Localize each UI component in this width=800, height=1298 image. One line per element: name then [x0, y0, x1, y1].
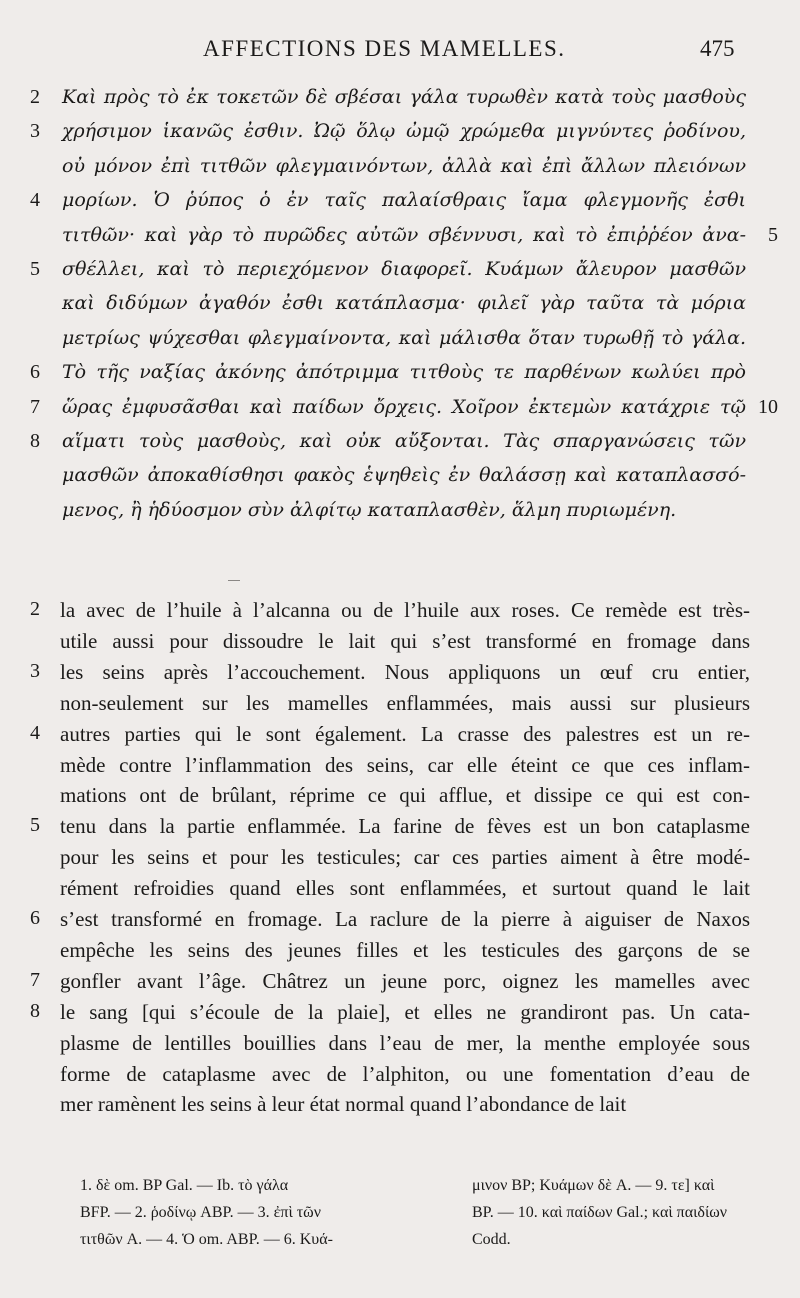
footnotes-right-column — [472, 1177, 800, 1258]
separator-dash — [228, 580, 240, 581]
greek-line — [0, 224, 800, 258]
line-number: 5 — [30, 814, 40, 837]
french-line-text: empêche les seins des jeunes filles et les testicules des garçons de se — [60, 937, 750, 962]
french-line — [0, 1062, 800, 1096]
footnote-line: Codd. — [472, 1231, 511, 1248]
french-line — [0, 969, 800, 1003]
page-number: 475 — [700, 36, 735, 61]
french-line-text: forme de cataplasme avec de l’alphiton, ou une fomentation d’eau de — [60, 1061, 750, 1086]
greek-line — [0, 396, 800, 430]
greek-line-text: καὶ διδύμων ἀγαθόν ἐσθι κατάπλασμα· φιλεῖ γὰρ ταῦτα τὰ μόρια — [62, 292, 746, 315]
french-line-text: mer ramènent les seins à leur état normal quand l’abondance de lait — [60, 1092, 627, 1117]
greek-line-text: Καὶ πρὸς τὸ ἐκ τοκετῶν δὲ σβέσαι γάλα τυρωθὲν κατὰ τοὺς μασθοὺς — [62, 86, 746, 108]
footnote-line: BFP. — 2. ῥοδίνῳ ABP. — 3. ἐπὶ τῶν — [80, 1204, 321, 1221]
greek-line — [0, 120, 800, 154]
french-line-text: plasme de lentilles bouillies dans l’eau de mer, la menthe employée sous — [60, 1030, 750, 1055]
french-line-text: pour les seins et pour les testicules; car ces parties aiment à être modé- — [60, 845, 750, 870]
french-line — [0, 938, 800, 972]
greek-line — [0, 292, 800, 326]
greek-line — [0, 361, 800, 395]
line-number: 7 — [30, 395, 40, 418]
line-number: 4 — [30, 721, 40, 744]
footnote-line: BP. — 10. καὶ παίδων Gal.; καὶ παιδίων — [472, 1204, 728, 1221]
greek-line — [0, 86, 800, 120]
greek-line-text: σθέλλει, καὶ τὸ περιεχόμενον διαφορεῖ. Κυάμων ἄλευρον μασθῶν — [62, 258, 746, 280]
running-title: AFFECTIONS DES MAMELLES. — [203, 36, 566, 61]
line-number: 6 — [30, 907, 40, 929]
greek-line-text: μενος, ἢ ἡδύοσμον σὺν ἀλφίτῳ καταπλασθὲν, ἅλμη πυριωμένη. — [62, 498, 677, 521]
line-number: 8 — [30, 430, 40, 452]
greek-line — [0, 499, 800, 533]
footnote-line: τιτθῶν A. — 4. Ὁ om. ABP. — 6. Κυά- — [80, 1231, 333, 1248]
french-line-text: mède contre l’inflammation des seins, car elle éteint ce que ces inflam- — [60, 752, 750, 777]
greek-line — [0, 327, 800, 361]
french-line — [0, 598, 800, 632]
french-line-text: mations ont de brûlant, réprime ce qui afflue, et dissipe ce qui est con- — [60, 783, 750, 808]
french-line — [0, 629, 800, 663]
french-line — [0, 1031, 800, 1065]
footnotes-left-column — [80, 1177, 420, 1258]
french-line-text: s’est transformé en fromage. La raclure de la pierre à aiguiser de Naxos — [60, 907, 750, 931]
greek-line-text: μασθῶν ἀποκαθίσθησι φακὸς ἑψηθεὶς ἐν θαλάσσῃ καὶ καταπλασσό- — [62, 464, 746, 487]
greek-line-text: μορίων. Ὁ ῥύπος ὁ ἐν ταῖς παλαίσθραις ἴαμα φλεγμονῆς ἐσθι — [62, 189, 746, 212]
line-number: 3 — [30, 120, 40, 143]
french-line — [0, 1092, 800, 1126]
line-number: 6 — [30, 361, 40, 384]
greek-line-text: μετρίως ψύχεσθαι φλεγμαίνοντα, καὶ μάλισθα ὅταν τυρωθῇ τὸ γάλα. — [62, 326, 746, 349]
greek-line-text: τιτθῶν· καὶ γὰρ τὸ πυρῶδες αὐτῶν σβέννυσι, καὶ τὸ ἐπιῤῥέον ἀνα- — [62, 223, 746, 246]
greek-line-text: ὥρας ἐμφυσᾶσθαι καὶ παίδων ὄρχεις. Χοῖρον ἐκτεμὼν κατάχριε τῷ — [62, 395, 746, 418]
line-number: 8 — [30, 999, 40, 1022]
french-line-text: le sang [qui s’écoule de la plaie], et elles ne grandiront pas. Un cata- — [60, 999, 750, 1024]
french-line — [0, 1000, 800, 1034]
greek-line-text: χρήσιμον ἱκανῶς ἐσθιν. Ὠῷ ὅλῳ ὠμῷ χρώμεθα μιγνύντες ῥοδίνου, — [62, 120, 746, 143]
line-number: 2 — [30, 86, 40, 108]
greek-line-text: αἵματι τοὺς μασθοὺς, καὶ οὐκ αὔξονται. Τὰς σπαργανώσεις τῶν — [62, 430, 746, 452]
french-line — [0, 845, 800, 879]
french-line — [0, 660, 800, 694]
greek-line — [0, 258, 800, 292]
french-line — [0, 722, 800, 756]
line-number: 3 — [30, 659, 40, 682]
line-number: 4 — [30, 189, 40, 212]
greek-line — [0, 464, 800, 498]
french-line-text: rément refroidies quand elles sont enflammées, et surtout quand le lait — [60, 876, 750, 901]
line-number: 2 — [30, 598, 40, 620]
french-line — [0, 814, 800, 848]
french-line — [0, 783, 800, 817]
margin-line-number: 10 — [758, 395, 778, 418]
french-line-text: la avec de l’huile à l’alcanna ou de l’huile aux roses. Ce remède est très- — [60, 598, 750, 622]
line-number: 7 — [30, 968, 40, 991]
margin-line-number: 5 — [768, 223, 778, 246]
french-line-text: autres parties qui le sont également. La crasse des palestres est un re- — [60, 721, 750, 746]
french-line — [0, 691, 800, 725]
greek-line-text: Τὸ τῆς ναξίας ἀκόνης ἀπότριμμα τιτθοὺς τε παρθένων κωλύει πρὸ — [62, 361, 746, 384]
page-header — [0, 36, 800, 66]
greek-line — [0, 430, 800, 464]
french-line-text: utile aussi pour dissoudre le lait qui s’est transformé en fromage dans — [60, 628, 750, 653]
french-line — [0, 907, 800, 941]
french-line-text: tenu dans la partie enflammée. La farine de fèves est un bon cataplasme — [60, 814, 750, 839]
french-line-text: non-seulement sur les mamelles enflammées, mais aussi sur plusieurs — [60, 690, 750, 715]
greek-line — [0, 189, 800, 223]
french-line — [0, 876, 800, 910]
french-line-text: les seins après l’accouchement. Nous appliquons un œuf cru entier, — [60, 659, 750, 684]
greek-line-text: οὐ μόνον ἐπὶ τιτθῶν φλεγμαινόντων, ἀλλὰ καὶ ἐπὶ ἄλλων πλειόνων — [62, 154, 746, 177]
french-line — [0, 753, 800, 787]
footnote-line: 1. δὲ om. BP Gal. — Ib. τὸ γάλα — [80, 1177, 289, 1194]
line-number: 5 — [30, 258, 40, 280]
greek-line — [0, 155, 800, 189]
french-line-text: gonfler avant l’âge. Châtrez un jeune porc, oignez les mamelles avec — [60, 968, 750, 993]
footnote-line: μινον BP; Κυάμων δὲ A. — 9. τε] καὶ — [472, 1177, 715, 1194]
